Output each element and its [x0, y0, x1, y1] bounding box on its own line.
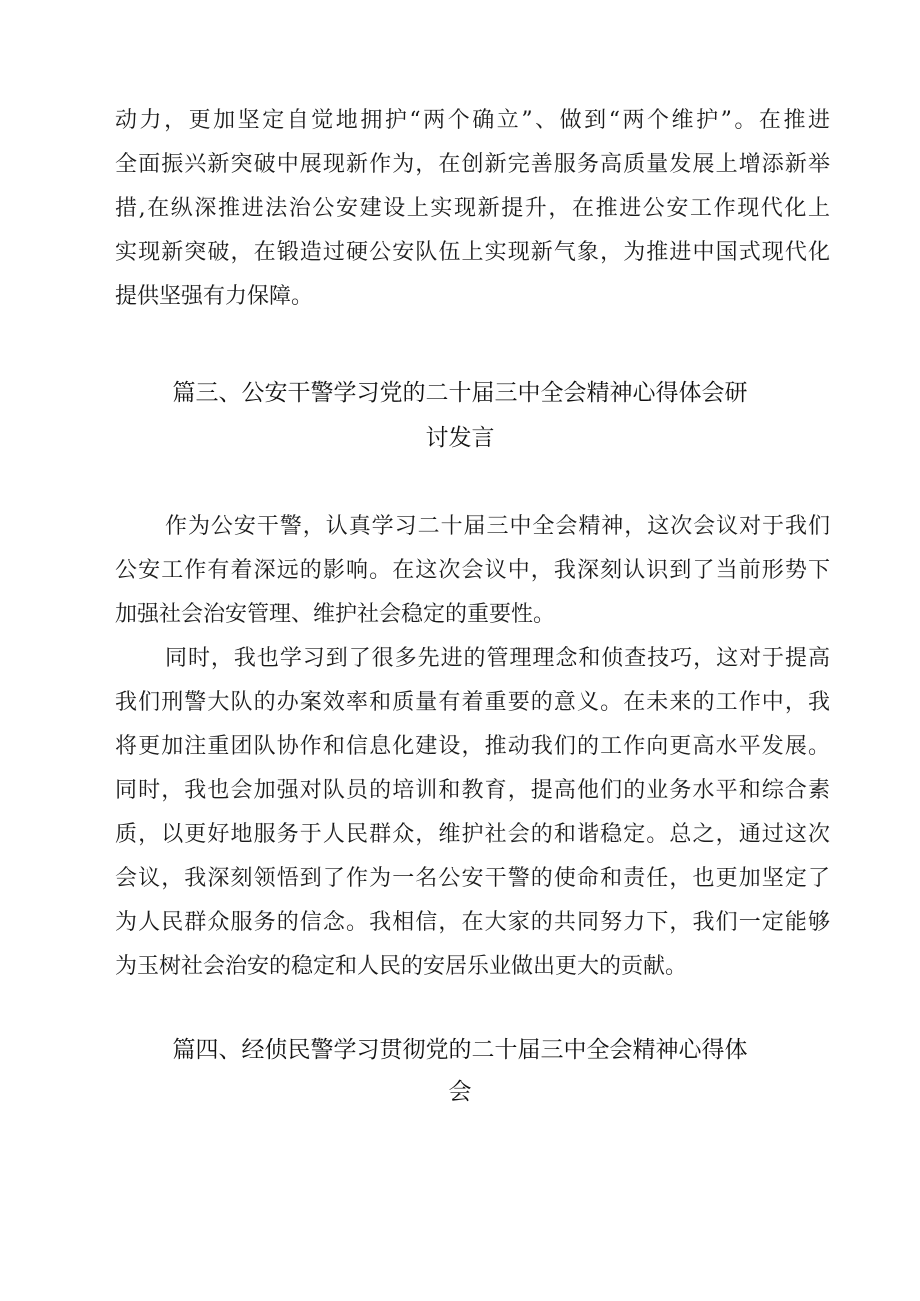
section-title-line: 篇四、经侦民警学习贯彻党的二十届三中全会精神心得体 — [172, 1037, 748, 1063]
text-line: 同时，我也学习到了很多先进的管理理念和侦查技巧，这对于提高 — [165, 646, 830, 671]
text-line: 提供坚强有力保障。 — [115, 284, 314, 309]
text-line: 措,在纵深推进法治公安建设上实现新提升，在推进公安工作现代化上 — [115, 196, 830, 221]
text-line: 实现新突破，在锻造过硬公安队伍上实现新气象，为推进中国式现代化 — [115, 240, 830, 265]
text-line: 同时，我也会加强对队员的培训和教育，提高他们的业务水平和综合素 — [115, 778, 830, 803]
section-title-line: 篇三、公安干警学习党的二十届三中全会精神心得体会研 — [172, 380, 748, 406]
text-line: 加强社会治安管理、维护社会稳定的重要性。 — [115, 602, 556, 627]
text-line: 为玉树社会治安的稳定和人民的安居乐业做出更大的贡献。 — [115, 954, 688, 979]
text-line: 会议，我深刻领悟到了作为一名公安干警的使命和责任，也更加坚定了 — [115, 866, 830, 891]
text-line: 将更加注重团队协作和信息化建设，推动我们的工作向更高水平发展。 — [115, 734, 830, 759]
text-line: 公安工作有着深远的影响。在这次会议中，我深刻认识到了当前形势下 — [115, 558, 830, 583]
text-line: 质，以更好地服务于人民群众，维护社会的和谐稳定。总之，通过这次 — [115, 822, 830, 847]
section-title-line: 会 — [448, 1079, 472, 1105]
text-line: 作为公安干警，认真学习二十届三中全会精神，这次会议对于我们 — [165, 514, 830, 539]
text-line: 全面振兴新突破中展现新作为，在创新完善服务高质量发展上增添新举 — [115, 152, 830, 177]
text-line: 我们刑警大队的办案效率和质量有着重要的意义。在未来的工作中，我 — [115, 690, 830, 715]
text-line: 为人民群众服务的信念。我相信，在大家的共同努力下，我们一定能够 — [115, 910, 830, 935]
text-line: 动力，更加坚定自觉地拥护“两个确立”、做到“两个维护”。在推进 — [115, 108, 830, 133]
section-title-line: 讨发言 — [425, 425, 495, 451]
